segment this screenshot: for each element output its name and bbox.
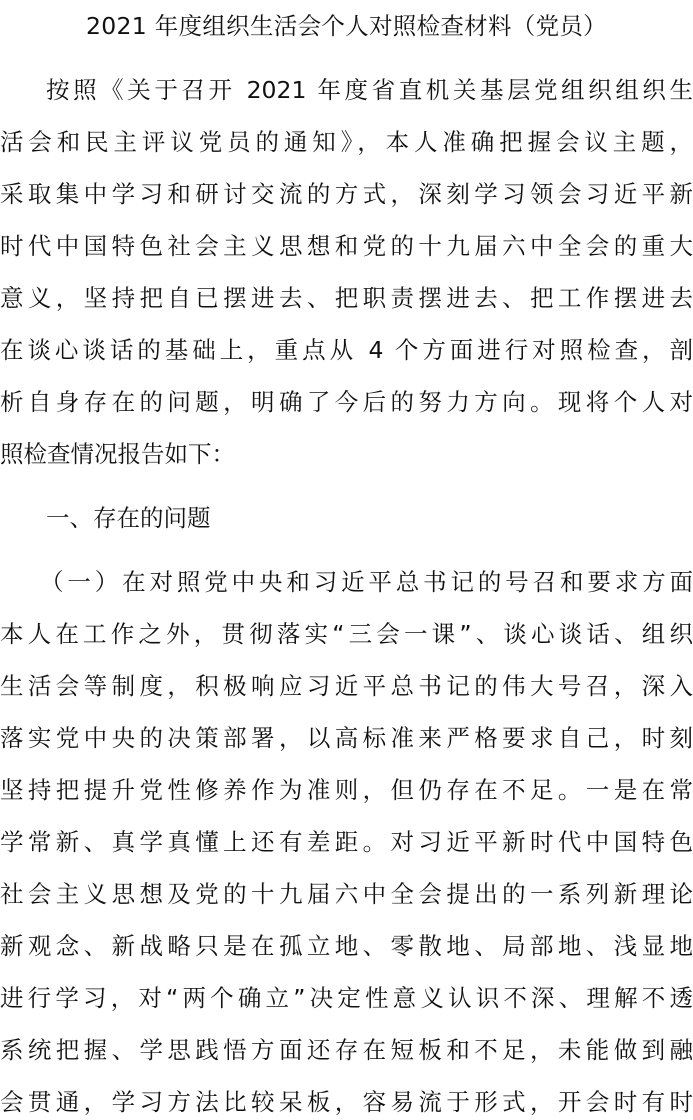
paragraph-line: 时代中国特色社会主义思想和党的十九届六中全会的重大 — [0, 232, 693, 260]
paragraph-line: 意义，坚持把自已摆进去、把职责摆进去、把工作摆进去 — [0, 284, 693, 312]
paragraph-line: 活会和民主评议党员的通知》，本人准确把握会议主题， — [0, 128, 693, 156]
paragraph-line: 坚持把提升党性修养作为准则，但仍存在不足。一是在常 — [0, 776, 693, 804]
paragraph-line: 进行学习，对“两个确立”决定性意义认识不深、理解不透 — [0, 984, 693, 1012]
paragraph-line: 社会主义思想及党的十九届六中全会提出的一系列新理论 — [0, 880, 693, 908]
paragraph-line: 新观念、新战略只是在孤立地、零散地、局部地、浅显地 — [0, 932, 693, 960]
subsection-heading: （一）在对照党中央和习近平总书记的号召和要求方面 — [40, 568, 693, 596]
document-title: 2021 年度组织生活会个人对照检查材料（党员） — [86, 12, 607, 40]
paragraph-line: 系统把握、学思践悟方面还存在短板和不足，未能做到融 — [0, 1036, 693, 1064]
paragraph-line: 本人在工作之外，贯彻落实“三会一课”、谈心谈话、组织 — [0, 620, 693, 648]
paragraph-line: 照检查情况报告如下： — [0, 440, 235, 468]
paragraph-line: 落实党中央的决策部署，以高标准来严格要求自己，时刻 — [0, 724, 693, 752]
paragraph-line: 按照《关于召开 2021 年度省直机关基层党组织组织生 — [46, 76, 693, 104]
paragraph-line: 析自身存在的问题，明确了今后的努力方向。现将个人对 — [0, 388, 693, 416]
paragraph-line: 生活会等制度，积极响应习近平总书记的伟大号召，深入 — [0, 672, 693, 700]
paragraph-line: 采取集中学习和研讨交流的方式，深刻学习领会习近平新 — [0, 180, 693, 208]
paragraph-line: 学常新、真学真懂上还有差距。对习近平新时代中国特色 — [0, 828, 693, 856]
paragraph-line: 在谈心谈话的基础上，重点从 4 个方面进行对照检查，剖 — [0, 336, 693, 364]
paragraph-line: 会贯通，学习方法比较呆板，容易流于形式，开会时有时 — [0, 1088, 693, 1116]
section-heading: 一、存在的问题 — [46, 504, 211, 532]
